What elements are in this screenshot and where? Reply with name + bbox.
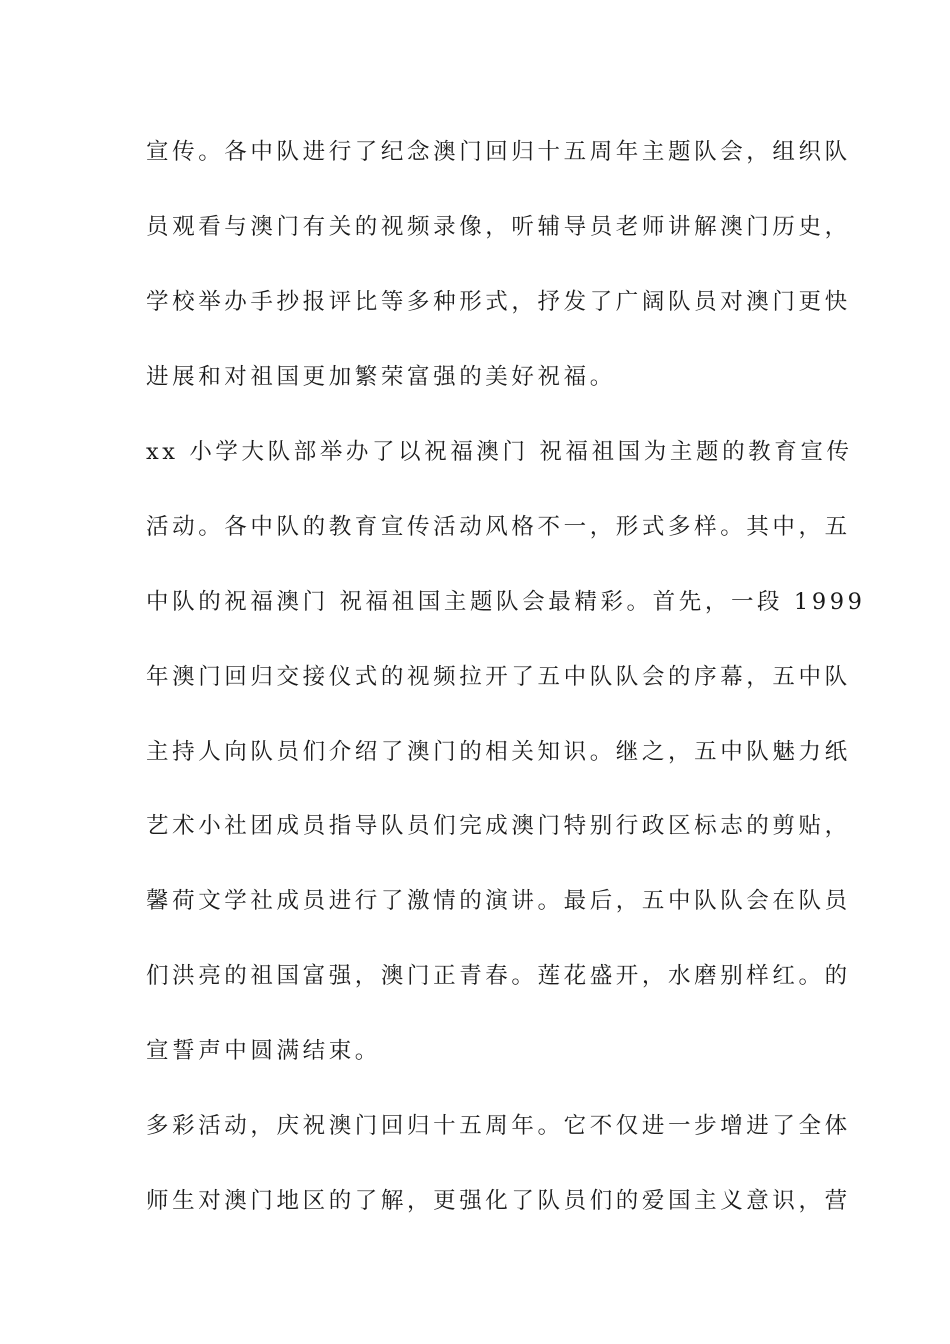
text-line: 们洪亮的祖国富强，澳门正青春。莲花盛开，水磨别样红。的: [146, 963, 851, 989]
text-line: 员观看与澳门有关的视频录像，听辅导员老师讲解澳门历史，: [146, 214, 851, 240]
text-line: 学校举办手抄报评比等多种形式，抒发了广阔队员对澳门更快: [146, 289, 851, 315]
text-line: 艺术小社团成员指导队员们完成澳门特别行政区标志的剪贴，: [146, 813, 851, 839]
text-line: 进展和对祖国更加繁荣富强的美好祝福。: [146, 364, 616, 390]
text-line: 宣传。各中队进行了纪念澳门回归十五周年主题队会，组织队: [146, 139, 851, 165]
text-line: xx 小学大队部举办了以祝福澳门 祝福祖国为主题的教育宣传: [146, 439, 853, 465]
text-line: 师生对澳门地区的了解，更强化了队员们的爱国主义意识，营: [146, 1188, 851, 1214]
text-line: 宣誓声中圆满结束。: [146, 1038, 381, 1064]
text-line: 主持人向队员们介绍了澳门的相关知识。继之，五中队魅力纸: [146, 739, 851, 765]
text-line: 中队的祝福澳门 祝福祖国主题队会最精彩。首先，一段 1999: [146, 589, 866, 615]
text-line: 活动。各中队的教育宣传活动风格不一，形式多样。其中，五: [146, 514, 851, 540]
text-line: 年澳门回归交接仪式的视频拉开了五中队队会的序幕，五中队: [146, 664, 851, 690]
text-line: 多彩活动，庆祝澳门回归十五周年。它不仅进一步增进了全体: [146, 1113, 851, 1139]
text-line: 馨荷文学社成员进行了激情的演讲。最后，五中队队会在队员: [146, 888, 851, 914]
